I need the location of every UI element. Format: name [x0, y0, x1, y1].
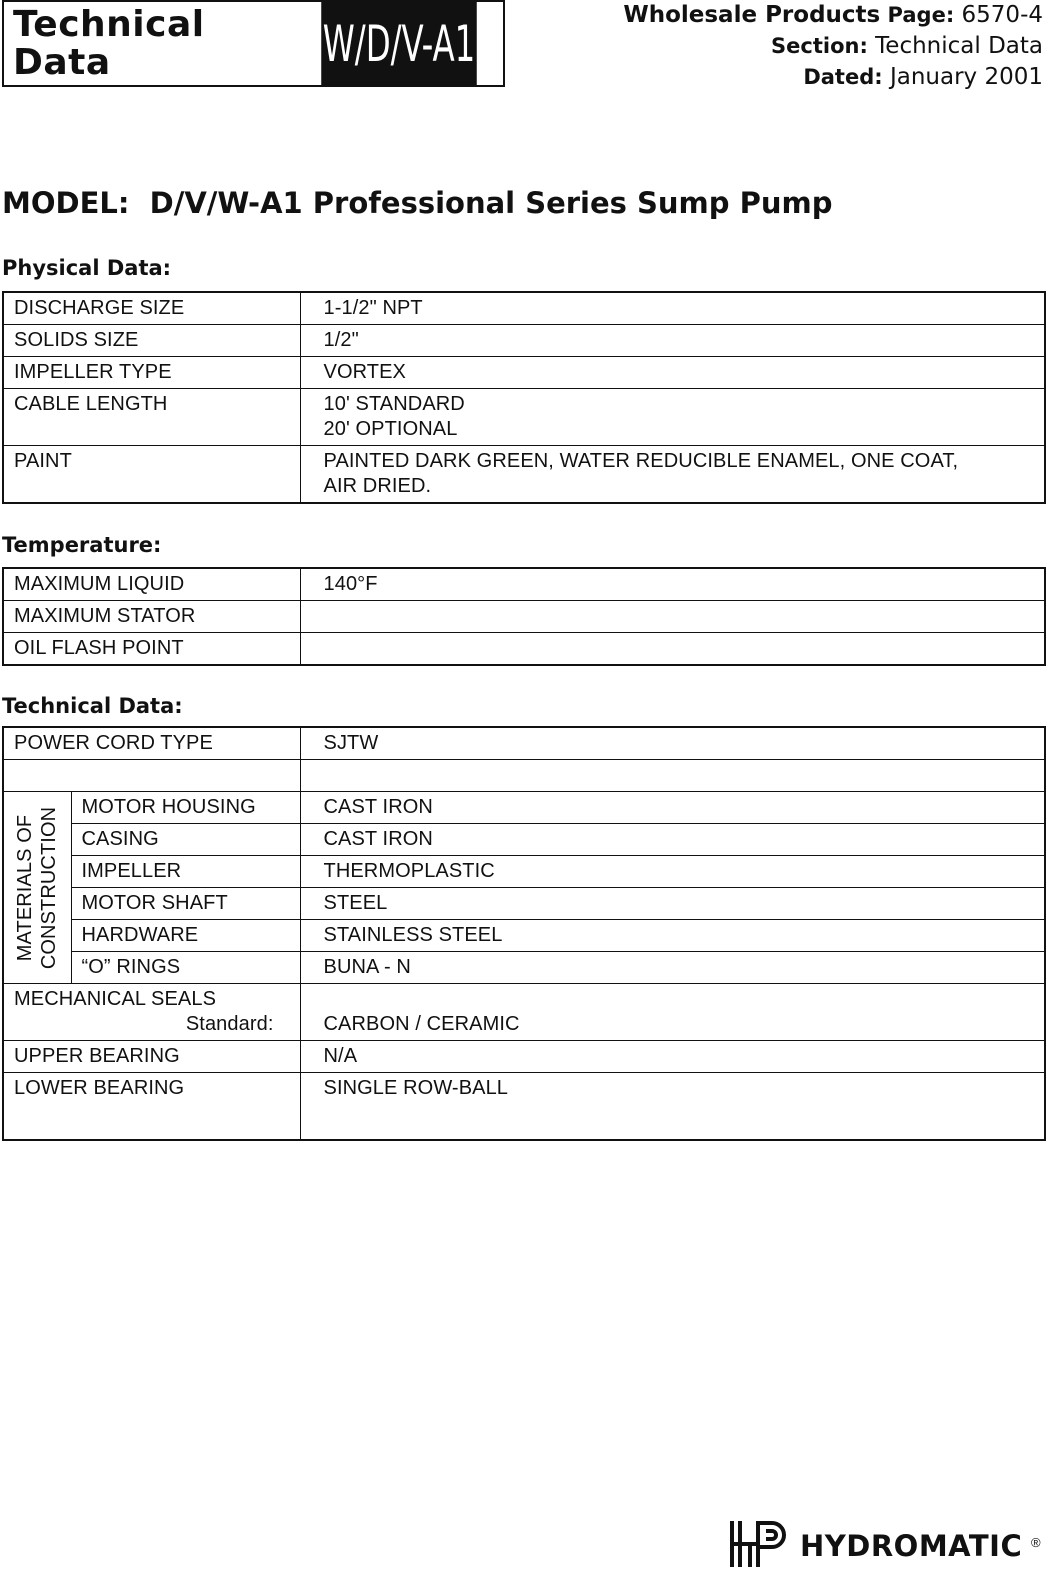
- row-value: 1/2": [300, 325, 1045, 357]
- row-label: OIL FLASH POINT: [3, 633, 300, 666]
- table-row: [3, 389, 1045, 446]
- mechanical-seals-sublabel: Standard:: [185, 1013, 274, 1035]
- row-label: “O” RINGS: [71, 952, 300, 984]
- empty-cell: [300, 760, 1045, 792]
- company-name: Wholesale Products: [623, 2, 881, 28]
- row-value: THERMOPLASTIC: [300, 856, 1045, 888]
- row-label: [3, 984, 300, 1041]
- header-badge: [2, 0, 505, 87]
- table-row: [3, 357, 1045, 389]
- table-row: [3, 633, 1045, 666]
- header-title-line1: Technical: [13, 4, 205, 45]
- page-number: 6570-4: [961, 2, 1043, 28]
- physical-data-table: [2, 291, 1046, 504]
- row-value: [300, 601, 1045, 633]
- row-value: 1-1/2" NPT: [300, 292, 1045, 325]
- section-label: Section:: [771, 34, 868, 58]
- vertical-label: [13, 806, 61, 968]
- vertical-label-line2: CONSTRUCTION: [38, 806, 61, 969]
- technical-data-heading: Technical Data:: [2, 694, 183, 718]
- hydromatic-logo: [728, 1517, 1048, 1571]
- row-value-line1: PAINTED DARK GREEN, WATER REDUCIBLE ENAMEL, ONE COAT,: [323, 450, 959, 472]
- dated-value: January 2001: [889, 64, 1043, 90]
- row-label: POWER CORD TYPE: [3, 727, 300, 760]
- table-row: [3, 727, 1045, 760]
- mechanical-seals-label: MECHANICAL SEALS: [14, 988, 217, 1010]
- row-label: IMPELLER: [71, 856, 300, 888]
- row-label: HARDWARE: [71, 920, 300, 952]
- section-value: Technical Data: [875, 33, 1043, 59]
- row-label: IMPELLER TYPE: [3, 357, 300, 389]
- table-row: [3, 760, 1045, 792]
- empty-cell: [3, 760, 300, 792]
- row-label: UPPER BEARING: [3, 1041, 300, 1073]
- table-row: [3, 952, 1045, 984]
- document-meta: [623, 0, 1043, 93]
- table-row: [3, 984, 1045, 1041]
- table-row: [3, 888, 1045, 920]
- temperature-table: [2, 567, 1046, 666]
- header-title: [13, 6, 283, 82]
- table-row: [3, 920, 1045, 952]
- table-row: [3, 792, 1045, 824]
- table-row: [3, 325, 1045, 357]
- materials-of-construction-label: [3, 792, 71, 984]
- row-value: [300, 446, 1045, 504]
- row-label: MAXIMUM STATOR: [3, 601, 300, 633]
- row-value: N/A: [300, 1041, 1045, 1073]
- page-label: Page:: [887, 3, 955, 27]
- row-value: BUNA - N: [300, 952, 1045, 984]
- table-row: [3, 856, 1045, 888]
- row-value: SINGLE ROW-BALL: [300, 1073, 1045, 1141]
- table-row: [3, 568, 1045, 601]
- row-label: MOTOR SHAFT: [71, 888, 300, 920]
- row-value: 140°F: [300, 568, 1045, 601]
- row-label: CASING: [71, 824, 300, 856]
- table-row: [3, 446, 1045, 504]
- table-row: [3, 601, 1045, 633]
- row-value-line1: 10' STANDARD: [323, 393, 465, 415]
- temperature-heading: Temperature:: [2, 533, 162, 557]
- vertical-label-line1: MATERIALS OF: [14, 814, 37, 961]
- model-code-box: W/D/V-A1: [321, 2, 477, 87]
- row-value: [300, 389, 1045, 446]
- dated-label: Dated:: [803, 65, 883, 89]
- page-title: MODEL: D/V/W-A1 Professional Series Sump Pump: [2, 186, 833, 220]
- registered-mark: ®: [1031, 1535, 1041, 1550]
- row-label: SOLIDS SIZE: [3, 325, 300, 357]
- hp-logo-mark-icon: [728, 1517, 788, 1571]
- row-value: [300, 633, 1045, 666]
- row-value: CAST IRON: [300, 792, 1045, 824]
- table-row: [3, 824, 1045, 856]
- row-value: VORTEX: [300, 357, 1045, 389]
- table-row: [3, 1073, 1045, 1141]
- row-value: STEEL: [300, 888, 1045, 920]
- row-label: LOWER BEARING: [3, 1073, 300, 1141]
- brand-name: HYDROMATIC: [800, 1529, 1023, 1563]
- row-value: CAST IRON: [300, 824, 1045, 856]
- row-label: PAINT: [3, 446, 300, 504]
- row-value: CARBON / CERAMIC: [300, 984, 1045, 1041]
- physical-data-heading: Physical Data:: [2, 256, 172, 280]
- row-value-line2: AIR DRIED.: [323, 475, 432, 497]
- row-value: SJTW: [300, 727, 1045, 760]
- row-value-line2: 20' OPTIONAL: [323, 418, 458, 440]
- row-label: DISCHARGE SIZE: [3, 292, 300, 325]
- row-value: STAINLESS STEEL: [300, 920, 1045, 952]
- row-label: MAXIMUM LIQUID: [3, 568, 300, 601]
- table-row: [3, 1041, 1045, 1073]
- row-label: MOTOR HOUSING: [71, 792, 300, 824]
- row-label: CABLE LENGTH: [3, 389, 300, 446]
- header-title-line2: Data: [13, 42, 111, 83]
- technical-data-table: [2, 726, 1046, 1141]
- table-row: [3, 292, 1045, 325]
